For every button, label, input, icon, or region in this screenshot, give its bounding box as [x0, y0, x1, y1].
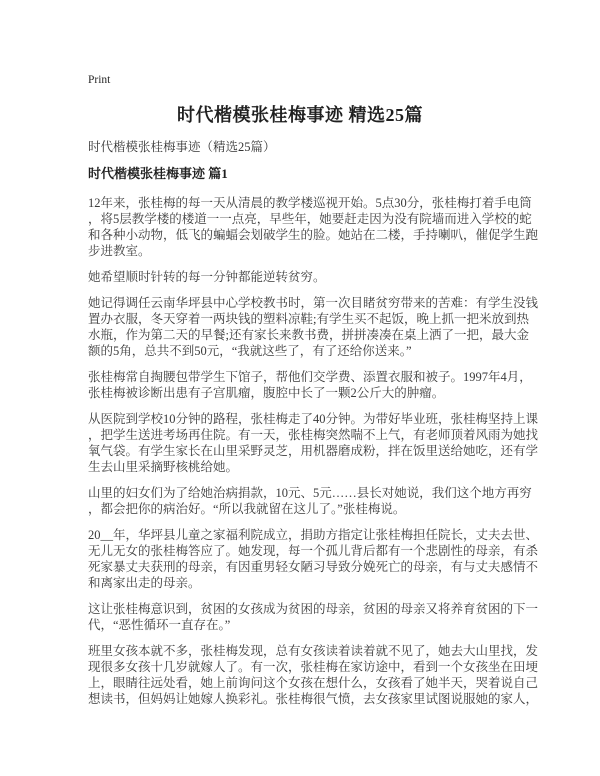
article-body — [88, 195, 540, 707]
print-button[interactable]: Print — [88, 74, 111, 86]
paragraph: 山里的妇女们为了给她治病捐款，10元、5元……县长对她说，我们这个地方再穷，都会把你的病治好。“所以我就留在这儿了。”张桂梅说。 — [88, 486, 532, 516]
paragraph: 这让张桂梅意识到，贫困的女孩成为贫困的母亲，贫困的母亲又将养育贫困的下一代，“恶性循环一直存在。” — [88, 602, 539, 632]
paragraph: 20__年，华坪县儿童之家福利院成立，捐助方指定让张桂梅担任院长，丈夫去世、无儿无女的张桂梅答应了。她发现，每一个孤儿背后都有一个悲剧性的母亲，有杀死家暴丈夫获刑的母亲，有因重男轻女陋习导致分娩死亡的母亲，有与丈夫感情不和离家出走的母亲。 — [88, 528, 539, 590]
paragraph: 从医院到学校10分钟的路程，张桂梅走了40分钟。为带好毕业班，张桂梅坚持上课，把学生送进考场再住院。有一天，张桂梅突然喘不上气，有老师顶着风雨为她找氧气袋。有学生家长在山里采野灵芝，用机器磨成粉，拌在饭里送给她吃，还有学生去山里采摘野核桃给她。 — [88, 412, 539, 474]
paragraph: 班里女孩本就不多，张桂梅发现，总有女孩读着读着就不见了，她去大山里找，发现很多女孩十几岁就嫁人了。有一次，张桂梅在家访途中，看到一个女孩坐在田埂上，眼睛往远处看，她上前询问这个女孩在想什么，女孩看了她半天，哭着说自己想读书，但妈妈让她嫁人换彩礼。张桂梅很气愤，去女孩家里试图说服她的家人， — [88, 644, 539, 706]
paragraph: 她希望顺时针转的每一分钟都能逆转贫穷。 — [88, 270, 326, 284]
document-content — [88, 140, 540, 707]
paragraph: 12年来，张桂梅的每一天从清晨的教学楼巡视开始。5点30分，张桂梅打着手电筒，将5层教学楼的楼道一一点亮，早些年，她要赶走因为没有院墙而进入学校的蛇和各种小动物，低飞的蝙蝠会划破学生的脸。她站在二楼，手持喇叭，催促学生跑步进教室。 — [88, 196, 539, 258]
paragraph: 她记得调任云南华坪县中心学校教书时，第一次目睹贫穷带来的苦难：有学生没钱置办衣服，冬天穿着一两块钱的塑料凉鞋;有学生买不起饭，晚上抓一把米放到热水瓶，作为第二天的早餐;还有家长来教书费，拼拼凑凑在桌上洒了一把，最大金额的5角，总共不到50元，“我就这些了，有了还给你送来。” — [88, 296, 539, 358]
document-title: 时代楷模张桂梅事迹 精选25篇 — [177, 105, 423, 125]
document-subtitle: 时代楷模张桂梅事迹（精选25篇） — [88, 140, 276, 154]
section-heading: 时代楷模张桂梅事迹 篇1 — [88, 166, 228, 181]
paragraph: 张桂梅常自掏腰包带学生下馆子，帮他们交学费、添置衣服和被子。1997年4月，张桂梅被诊断出患有子宫肌瘤，腹腔中长了一颗2公斤大的肿瘤。 — [88, 370, 532, 400]
